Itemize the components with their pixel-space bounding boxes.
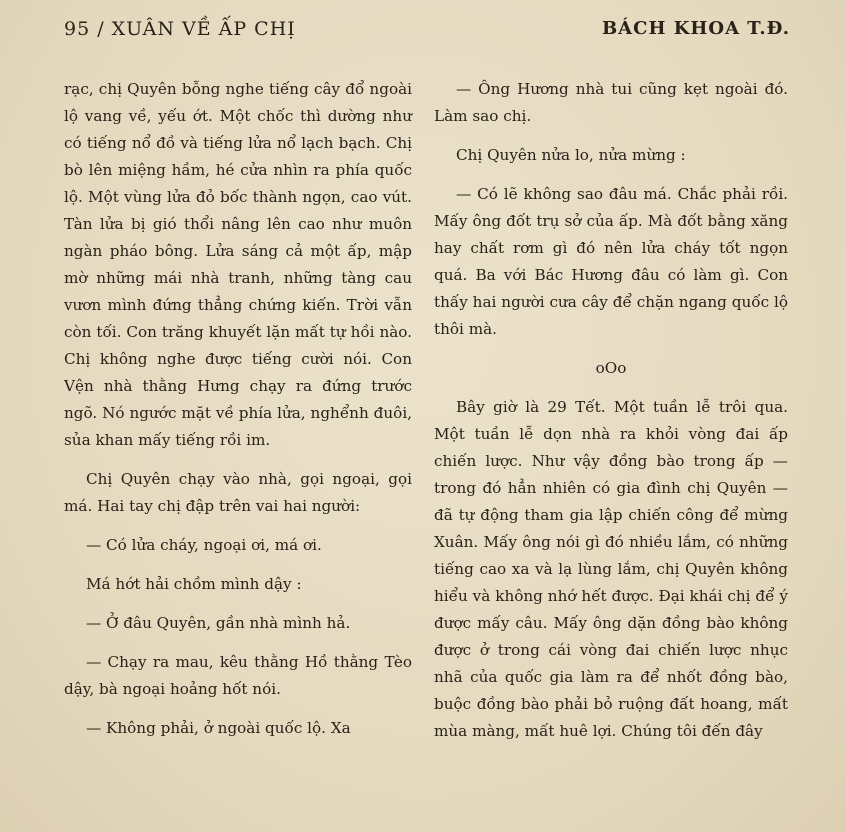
page-number-and-title: 95 / XUÂN VỀ ẤP CHỊ — [64, 18, 296, 40]
paragraph: rạc, chị Quyên bỗng nghe tiếng cây đổ ngoài lộ vang về, yếu ớt. Một chốc thì dường như có tiếng nổ đồ và tiếng lửa nổ lạch bạch. Chị bò lên miệng hầm, hé cửa nhìn ra phía quốc lộ. Một vùng lửa đỏ bốc thành ngọn, cao vút. Tàn lửa bị gió thổi nâng lên cao như muôn ngàn pháo bông. Lửa sáng cả một ấp, mập mờ những mái nhà tranh, những tàng cau vươn mình đứng thẳng chứng kiến. Trời vẫn còn tối. Con trăng khuyết lặn mất tự hồi nào. Chị không nghe được tiếng cười nói. Con Vện nhà thằng Hưng chạy ra đứng trước ngõ. Nó ngước mặt về phía lửa, nghểnh đuôi, sủa khan mấy tiếng rồi im. — [64, 80, 412, 449]
section-separator: oOo — [595, 359, 627, 377]
publication-name: BÁCH KHOA T.Đ. — [601, 18, 790, 39]
dialogue-line: — Ở đâu Quyên, gần nhà mình hả. — [86, 614, 351, 632]
dialogue-line: — Chạy ra mau, kêu thằng Hồ thằng Tèo dậy, bà ngoại hoảng hốt nói. — [64, 653, 412, 698]
dialogue-line: — Ông Hương nhà tui cũng kẹt ngoài đó. Làm sao chị. — [434, 80, 788, 125]
left-column — [64, 76, 412, 742]
dialogue-line: — Không phải, ở ngoài quốc lộ. Xa — [86, 719, 351, 737]
paragraph: Má hớt hải chồm mình dậy : — [86, 575, 302, 593]
paragraph: Bây giờ là 29 Tết. Một tuần lễ trôi qua. Một tuần lễ dọn nhà ra khỏi vòng đai ấp chiến lược. Như vậy đồng bào trong ấp — trong đó hẳn nhiên có gia đình chị Quyên — đã tự động tham gia lập chiến công để mừng Xuân. Mấy ông nói gì đó nhiều lắm, có những tiếng cao xa và lạ lùng lắm, chị Quyên không hiểu và không nhớ hết được. Đại khái chị để ý được mấy câu. Mấy ông dặn đồng bào không được ở trong cái vòng đai chiến lược nhục nhã của quốc gia làm ra để nhốt đồng bào, buộc đồng bào phải bỏ ruộng đất hoang, mất mùa màng, mất huê lợi. Chúng tôi đến đây — [434, 398, 788, 740]
paragraph: Chị Quyên nửa lo, nửa mừng : — [456, 146, 686, 164]
right-column — [434, 76, 788, 745]
dialogue-line: — Có lửa cháy, ngoại ơi, má ơi. — [86, 536, 322, 554]
paragraph: Chị Quyên chạy vào nhà, gọi ngoại, gọi má. Hai tay chị đập trên vai hai người: — [64, 470, 412, 515]
running-header — [64, 18, 790, 46]
dialogue-line: — Có lẽ không sao đâu má. Chắc phải rồi. Mấy ông đốt trụ sở của ấp. Mà đốt bằng xăng hay chất rơm gì đó nên lửa cháy tốt ngọn quá. Ba với Bác Hương đâu có làm gì. Con thấy hai người cưa cây để chặn ngang quốc lộ thôi mà. — [434, 185, 788, 338]
